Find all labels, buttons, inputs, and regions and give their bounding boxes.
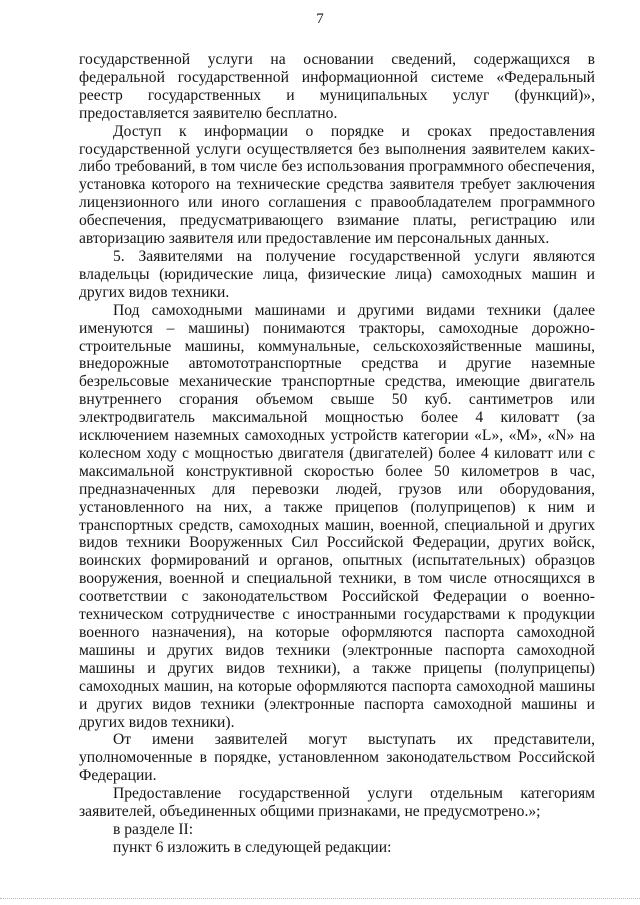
paragraph-item-6: пункт 6 изложить в следующей редакции: [113, 838, 392, 856]
bottom-scan-rule [0, 898, 640, 900]
paragraph-representatives: От имени заявителей могут выступать их представители, уполномоченные в порядке, установленном законодательством Российской Федерации. [79, 731, 595, 785]
paragraph-machines-definition: Под самоходными машинами и другими видами техники (далее именуются – машины) понимаются тракторы, самоходные дорожно-строительные машины, коммунальные, сельскохозяйственные машины, внедорожные автомототранспортные средства и другие наземные безрельсовые механические транспортные средства, имеющие двигатель внутреннего сгорания объемом свыше 50 куб. сантиметров или электродвигатель максимальной мощностью более 4 киловатт (за исключением наземных самоходных устройств категории «L», «M», «N» на колесном ходу с мощностью двигателя (двигателей) более 4 киловатт или с максимальной конструктивной скоростью более 50 километров в час, предназначенных для перевозки людей, грузов или оборудования, установленного на них, а также прицепов (полуприцепов) к ним и транспортных средств, самоходных машин, военной, специальной и других видов техники Вооруженных Сил Российской Федерации, других войск, воинских формирований и органов, опытных (испытательных) образцов вооружения, военной и специальной техники, в том числе относящихся в соответствии с законодательством Российской Федерации о военно-техническом сотрудничестве с иностранными государствами к продукции военного назначения), на которые оформляются паспорта самоходной машины и других видов техники (электронные паспорта самоходной машины и других видов техники), а также прицепы (полуприцепы) самоходных машин, на которые оформляются паспорта самоходной машины и других видов техники (электронные паспорта самоходной машины и других видов техники). [79, 301, 595, 731]
paragraph-section-ii: в разделе II: [113, 820, 194, 838]
document-body [79, 51, 595, 857]
page-number: 7 [316, 11, 324, 27]
paragraph-applicants: 5. Заявителями на получение государственной услуги являются владельцы (юридические лица, физические лица) самоходных машин и других видов техники. [79, 247, 595, 301]
paragraph-information-access: Доступ к информации о порядке и сроках предоставления государственной услуги осуществляется без выполнения заявителем каких-либо требований, в том числе без использования программного обеспечения, установка которого на технические средства заявителя требует заключения лицензионного или иного соглашения с правообладателем программного обеспечения, предусматривающего взимание платы, регистрацию или авторизацию заявителя или предоставление им персональных данных. [79, 122, 595, 248]
paragraph-continuation-free-access: государственной услуги на основании сведений, содержащихся в федеральной государственной информационной системе «Федеральный реестр государственных и муниципальных услуг (функций)», предоставляется заявителю бесплатно. [79, 51, 595, 122]
paragraph-categories: Предоставление государственной услуги отдельным категориям заявителей, объединенных общими признаками, не предусмотрено.»; [79, 785, 595, 821]
